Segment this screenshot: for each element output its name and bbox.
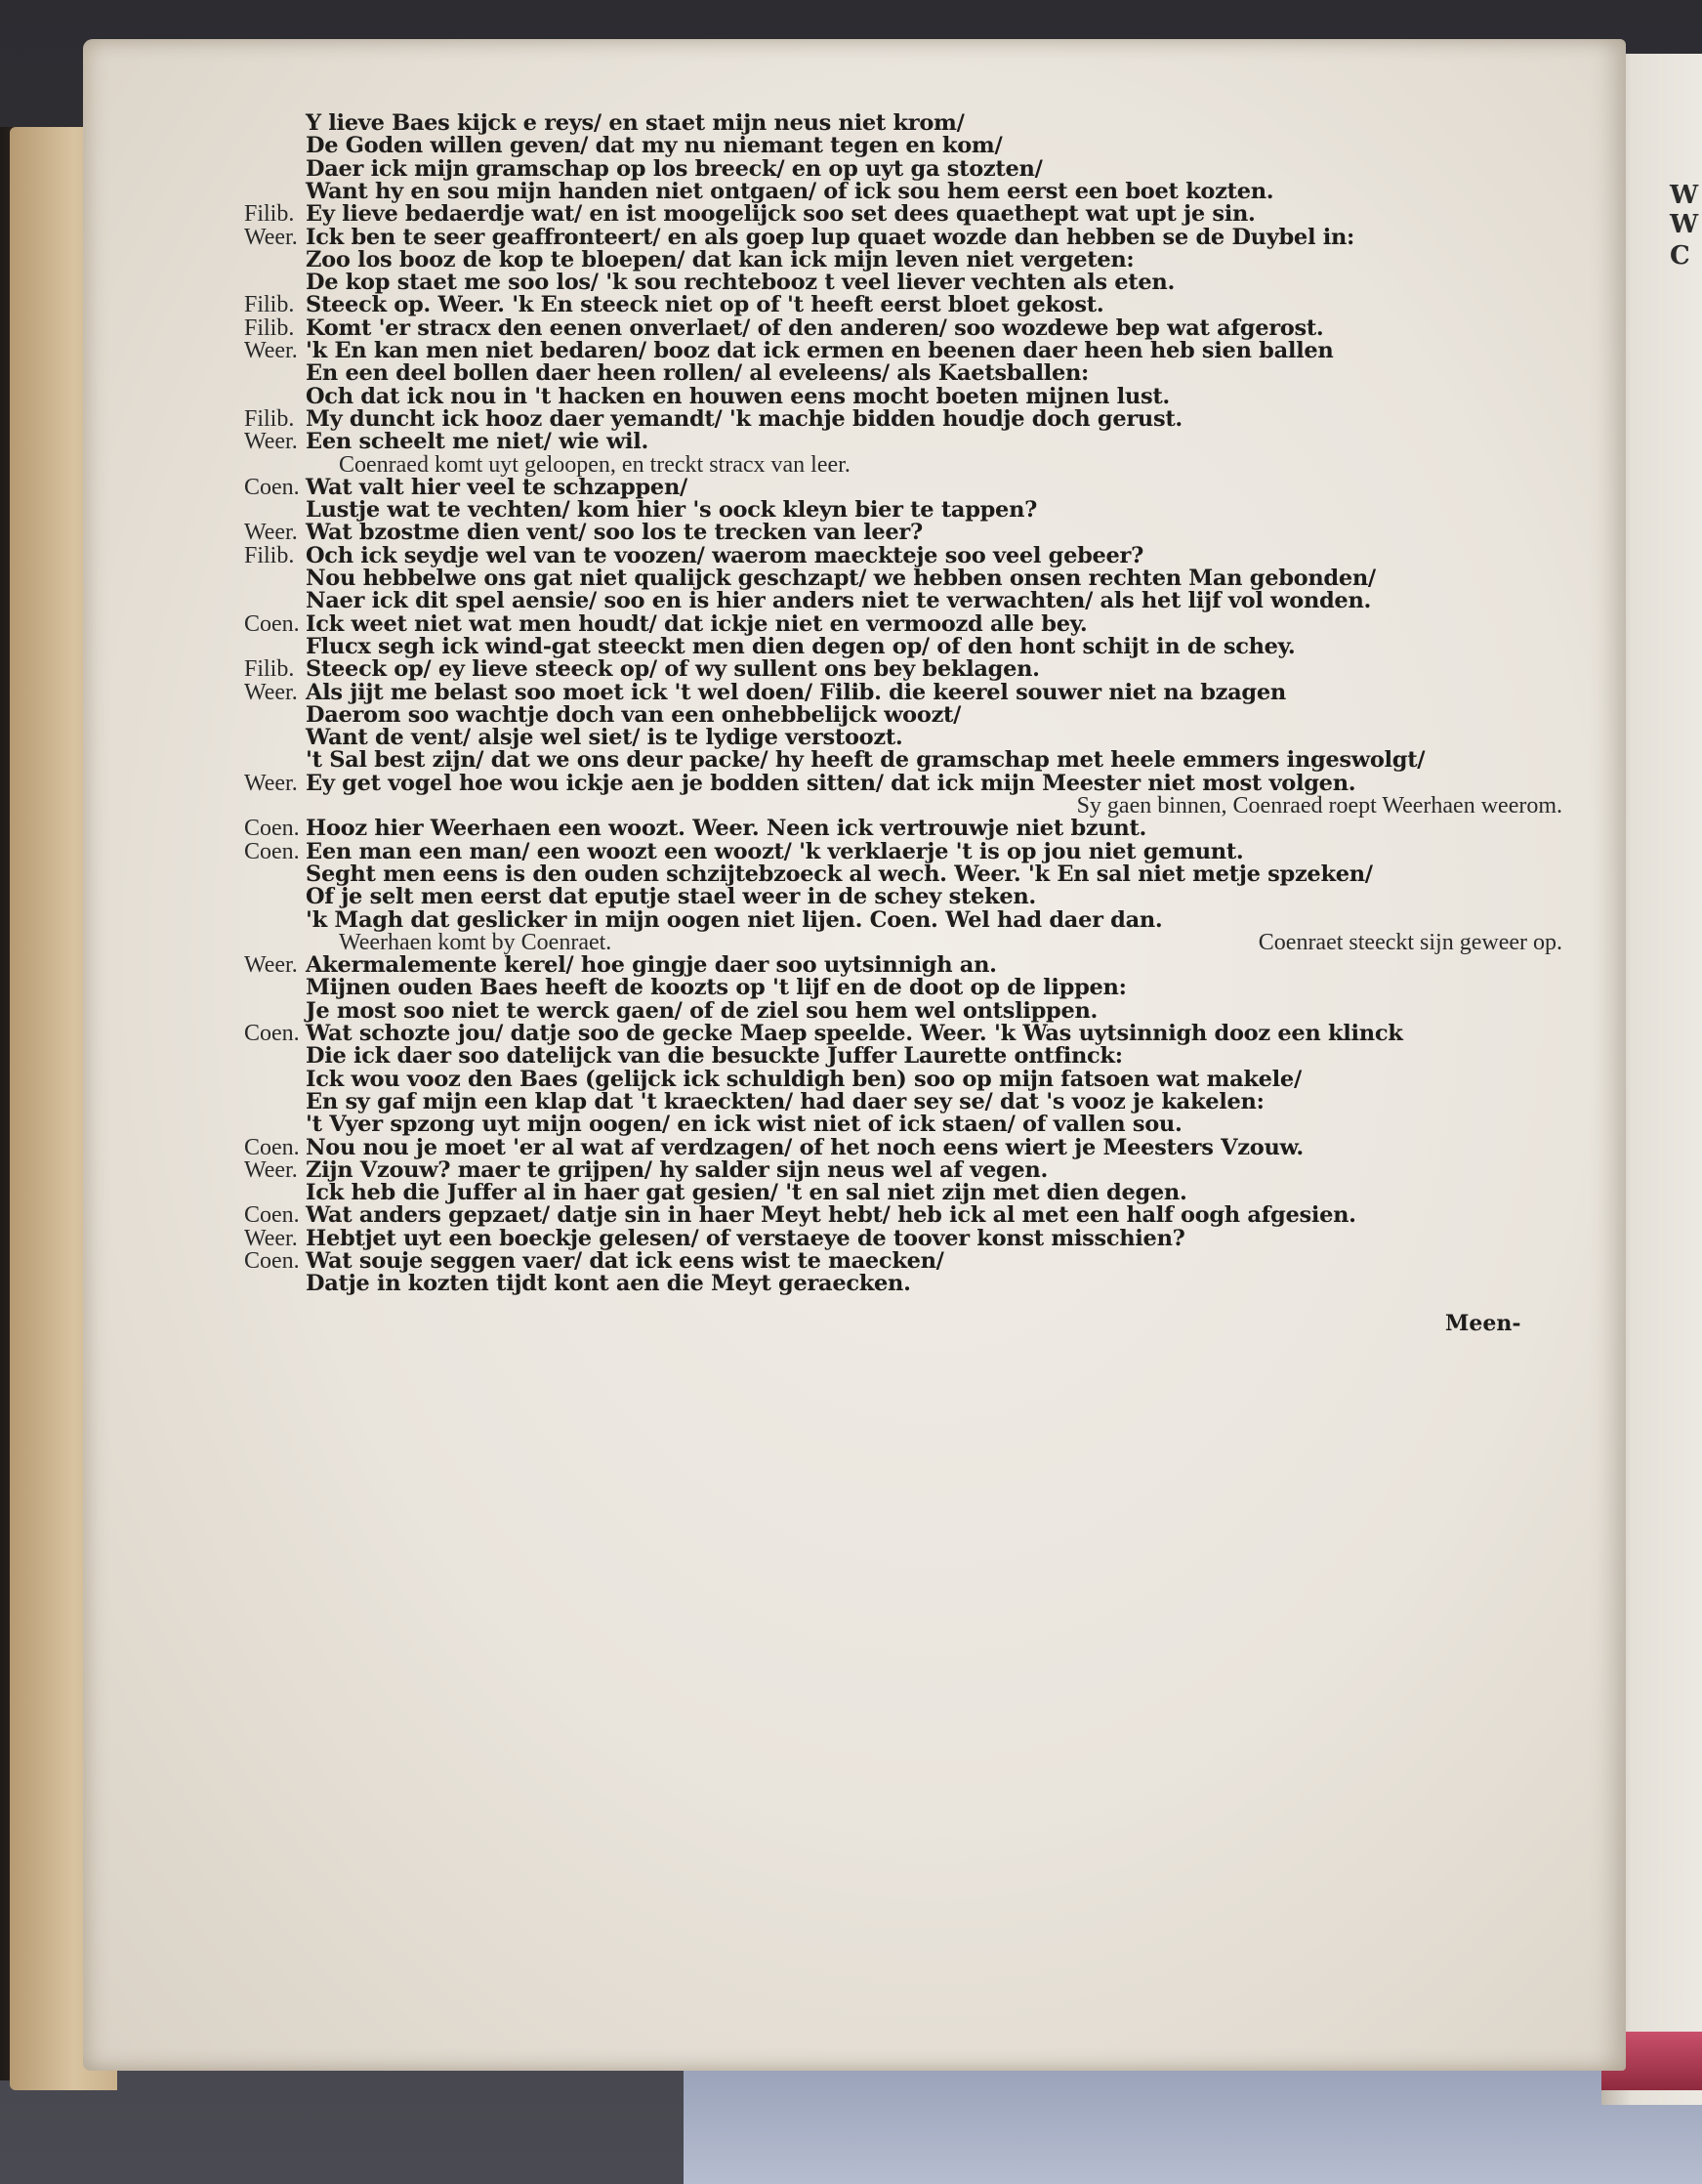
verse-text: Ey lieve bedaerdje wat/ en ist moogelijck soo set dees quaethept wat upt je sin. <box>306 201 1256 228</box>
verse-text: Akermalemente kerel/ hoe gingje daer soo uytsinnigh an. <box>306 952 997 979</box>
speaker-label: Coen. <box>244 610 300 637</box>
text-block <box>83 39 1626 2071</box>
speaker-label: Coen. <box>244 1248 300 1274</box>
speaker-label: Weer. <box>244 679 298 705</box>
verse-text: Flucx segh ick wind-gat steeckt men dien degen op/ of den hont schijt in de schey. <box>306 633 1296 659</box>
verse-text: Y lieve Baes kijck e reys/ en staet mijn neus niet krom/ <box>306 110 965 136</box>
verse-text: Komt 'er stracx den eenen onverlaet/ of den anderen/ soo wozdewe bep wat afgerost. <box>306 315 1324 341</box>
verse-text: 'k Magh dat geslicker in mijn oogen niet lijen. Coen. Wel had daer dan. <box>306 906 1163 933</box>
verse-text: Och ick seydje wel van te voozen/ waerom maeckteje soo veel gebeer? <box>306 542 1143 568</box>
speaker-label: Weer. <box>244 520 298 546</box>
speaker-label: Filib. <box>244 292 295 318</box>
verse-text: Steeck op. Weer. 'k En steeck niet op of 't heeft eerst bloet gekost. <box>306 292 1104 318</box>
verse-text: Och dat ick nou in 't hacken en houwen eens mocht boeten mijnen lust. <box>306 383 1170 409</box>
speaker-label: Filib. <box>244 201 295 228</box>
stage-direction: Coenraed komt uyt geloopen, en treckt stracx van leer. <box>339 451 851 478</box>
speaker-label: Weer. <box>244 952 298 979</box>
verse-text: Datje in kozten tijdt kont aen die Meyt geraecken. <box>306 1271 911 1297</box>
verse-text: Ey get vogel hoe wou ickje aen je bodden sitten/ dat ick mijn Meester niet most volgen. <box>306 770 1356 796</box>
speaker-label: Filib. <box>244 405 295 432</box>
verse-text: Hooz hier Weerhaen een woozt. Weer. Neen ick vertrouwje niet bzunt. <box>306 816 1147 842</box>
facing-page-fragment: W <box>1670 181 1699 210</box>
verse-text: 'k En kan men niet bedaren/ booz dat ick ermen en beenen daer heen heb sien ballen <box>306 338 1334 363</box>
speaker-label: Weer. <box>244 1225 298 1251</box>
speaker-label: Coen. <box>244 1202 300 1229</box>
verse-text: Daer ick mijn gramschap op los breeck/ en op uyt ga stozten/ <box>306 155 1043 182</box>
verse-text: En een deel bollen daer heen rollen/ al eveleens/ als Kaetsballen: <box>306 360 1090 387</box>
verse-text: My duncht ick hooz daer yemandt/ 'k machje bidden houdje doch gerust. <box>306 405 1183 432</box>
stage-direction: Sy gaen binnen, Coenraed roept Weerhaen weerom. <box>1076 793 1562 819</box>
speaker-label: Coen. <box>244 838 300 864</box>
verse-text: Daerom soo wachtje doch van een onhebbelijck woozt/ <box>306 701 962 728</box>
verse-text: Want hy en sou mijn handen niet ontgaen/ of ick sou hem eerst een boet kozten. <box>306 178 1274 204</box>
verse-text: Een man een man/ een woozt een woozt/ 'k verklaerje 't is op jou niet gemunt. <box>306 838 1244 864</box>
verse-text: Seght men eens is den ouden schzijtebzoeck al wech. Weer. 'k En sal niet metje spzeken/ <box>306 861 1373 887</box>
verse-text: En sy gaf mijn een klap dat 't kraeckten/ had daer sey se/ dat 's vooz je kakelen: <box>306 1088 1265 1114</box>
verse-text: Wat souje seggen vaer/ dat ick eens wist te maecken/ <box>306 1248 944 1274</box>
verse-text: Wat anders gepzaet/ datje sin in haer Meyt hebt/ heb ick al met een half oogh afgesien. <box>306 1202 1356 1229</box>
speaker-label: Weer. <box>244 770 298 796</box>
verse-text: Hebtjet uyt een boeckje gelesen/ of verstaeye de toover konst misschien? <box>306 1225 1185 1251</box>
speaker-label: Coen. <box>244 474 300 500</box>
facing-page-fragment: C <box>1670 241 1690 271</box>
verse-text: 't Sal best zijn/ dat we ons deur packe/ hy heeft de gramschap met heele emmers ingeswolgt/ <box>306 747 1426 774</box>
verse-text: Lustje wat te vechten/ kom hier 's oock kleyn bier te tappen? <box>306 497 1038 524</box>
verse-text: Wat schozte jou/ datje soo de gecke Maep speelde. Weer. 'k Was uytsinnigh dooz een klinck <box>306 1021 1403 1046</box>
speaker-label: Coen. <box>244 816 300 842</box>
verse-text: Je most soo niet te werck gaen/ of de ziel sou hem wel ontslippen. <box>306 997 1099 1024</box>
verse-text: Ick weet niet wat men houdt/ dat ickje niet en vermoozd alle bey. <box>306 610 1088 637</box>
cloth-surface <box>684 2071 1702 2184</box>
verse-text: Ick ben te seer geaffronteert/ en als goep lup quaet wozde dan hebben se de Duybel in: <box>306 224 1355 250</box>
verse-text: Een scheelt me niet/ wie wil. <box>306 429 649 455</box>
catchword: Meen- <box>1445 1311 1521 1336</box>
speaker-label: Filib. <box>244 656 295 683</box>
verse-text: 't Vyer spzong uyt mijn oogen/ en ick wist niet of ick staen/ of vallen sou. <box>306 1112 1183 1138</box>
verse-line <box>83 1268 1626 1300</box>
speaker-label: Weer. <box>244 429 298 455</box>
facing-page-fragment: W <box>1670 210 1699 239</box>
verse-text: Ick wou vooz den Baes (gelijck ick schuldigh ben) soo op mijn fatsoen wat makele/ <box>306 1066 1302 1092</box>
verse-text: Zoo los booz de kop te bloepen/ dat kan ick mijn leven niet vergeten: <box>306 246 1135 273</box>
stage-direction: Weerhaen komt by Coenraet. <box>339 929 612 955</box>
verse-text: Of je selt men eerst dat eputje stael weer in de schey steken. <box>306 884 1036 910</box>
speaker-label: Weer. <box>244 1156 298 1183</box>
verse-text: Naer ick dit spel aensie/ soo en is hier anders niet te verwachten/ als het lijf vol wonden. <box>306 588 1372 614</box>
verse-text: Die ick daer soo datelijck van die besuckte Juffer Laurette ontfinck: <box>306 1043 1123 1070</box>
book-page <box>83 39 1626 2071</box>
speaker-label: Weer. <box>244 338 298 363</box>
verse-text: Wat valt hier veel te schzappen/ <box>306 474 687 500</box>
speaker-label: Weer. <box>244 224 298 250</box>
verse-text: Zijn Vzouw? maer te grijpen/ hy salder sijn neus wel af vegen. <box>306 1156 1049 1183</box>
verse-text: Nou nou je moet 'er al wat af verdzagen/ of het noch eens wiert je Meesters Vzouw. <box>306 1134 1304 1160</box>
verse-text: Als jijt me belast soo moet ick 't wel doen/ Filib. die keerel souwer niet na bzagen <box>306 679 1286 705</box>
verse-text: Want de vent/ alsje wel siet/ is te lydige verstoozt. <box>306 725 903 751</box>
speaker-label: Coen. <box>244 1134 300 1160</box>
verse-text: Ick heb die Juffer al in haer gat gesien/ 't en sal niet zijn met dien degen. <box>306 1180 1187 1206</box>
speaker-label: Filib. <box>244 542 295 568</box>
speaker-label: Filib. <box>244 315 295 341</box>
stage-direction: Coenraet steeckt sijn geweer op. <box>1258 929 1562 955</box>
verse-text: Steeck op/ ey lieve steeck op/ of wy sullent ons bey beklagen. <box>306 656 1040 683</box>
speaker-label: Coen. <box>244 1021 300 1046</box>
verse-text: De kop staet me soo los/ 'k sou rechtebooz t veel liever vechten als eten. <box>306 270 1176 296</box>
verse-text: Wat bzostme dien vent/ soo los te trecken van leer? <box>306 520 923 546</box>
verse-text: Nou hebbelwe ons gat niet qualijck geschzapt/ we hebben onsen rechten Man gebonden/ <box>306 566 1376 591</box>
verse-text: De Goden willen geven/ dat my nu niemant tegen en kom/ <box>306 133 1003 159</box>
verse-text: Mijnen ouden Baes heeft de koozts op 't lijf en de doot op de lippen: <box>306 975 1127 1001</box>
